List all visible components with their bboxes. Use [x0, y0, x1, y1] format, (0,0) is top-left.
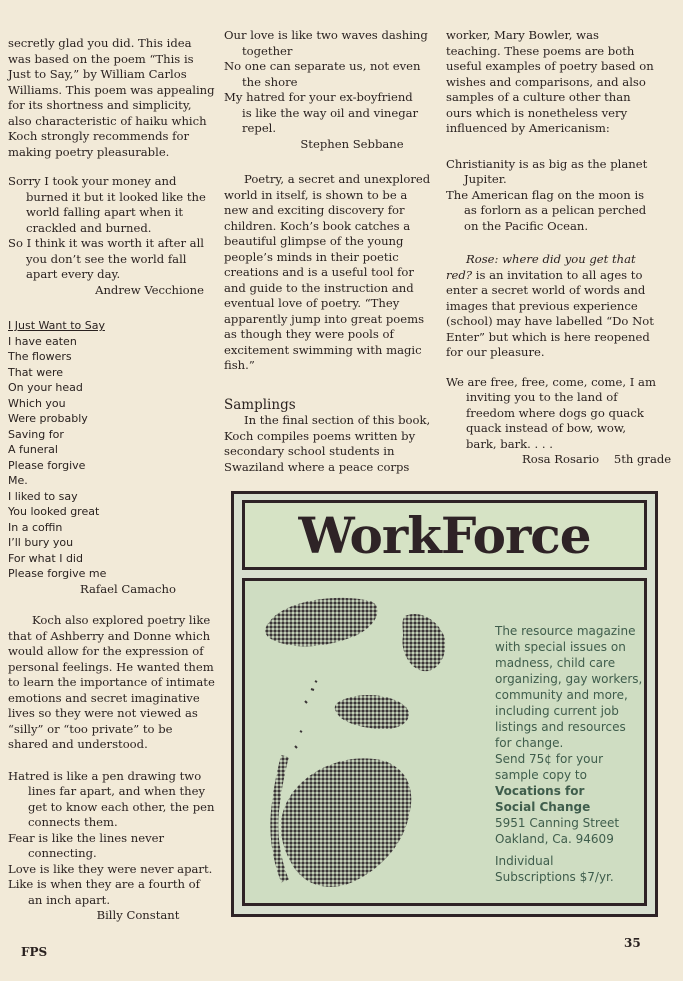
- text-line: Koch also explored poetry like: [32, 613, 211, 627]
- text-line: was based on the poem “This is: [8, 51, 194, 66]
- text-line: fish.”: [224, 358, 255, 372]
- text-line: ours which is nonetheless very: [446, 105, 628, 120]
- text-line: beautiful glimpse of the young: [224, 234, 404, 248]
- ad-org-line: Social Change: [495, 800, 591, 814]
- poem-line: We are free, free, come, come, I am: [446, 374, 656, 389]
- poem-title: I Just Want to Say: [8, 319, 105, 332]
- poem-line: on the Pacific Ocean.: [464, 218, 589, 233]
- ad-address-line: 5951 Canning Street: [495, 816, 620, 830]
- poem-our-love: [224, 28, 430, 152]
- text-line: lives so they were not viewed as: [8, 706, 198, 720]
- text-line: samples of a culture other than: [446, 90, 631, 104]
- poem-line: apart every day.: [26, 267, 121, 281]
- ad-line: with special issues on: [495, 640, 626, 654]
- poem-line: Were probably: [8, 412, 88, 425]
- text-line: emotions and secret imaginative: [8, 690, 200, 705]
- ad-line: The resource magazine: [495, 624, 636, 638]
- text-line: children. Koch’s book catches a: [224, 218, 411, 233]
- poem-line: burned it but it looked like the: [26, 189, 206, 204]
- text-line: secretly glad you did. This idea: [8, 36, 192, 50]
- poem-christianity: [446, 157, 668, 235]
- poem-line: Saving for: [8, 427, 64, 441]
- poem-grade: 5th grade: [613, 452, 672, 466]
- poem-line: quack instead of bow, wow,: [466, 421, 627, 435]
- poem-line: Sorry I took your money and: [8, 174, 177, 188]
- poem-line: That were: [8, 365, 64, 379]
- section-heading: Samplings: [224, 396, 296, 413]
- poem-line: My hatred for your ex-boyfriend: [224, 90, 413, 104]
- text-line: new and exciting discovery for: [224, 203, 405, 217]
- poem-line: No one can separate us, not even: [224, 59, 421, 73]
- halftone-face-image: [245, 581, 475, 906]
- ad-body: [242, 578, 647, 906]
- poem-hatred: [8, 769, 218, 924]
- poem-line: For what I did: [8, 551, 83, 565]
- text-line: Just to Say,” by William Carlos: [8, 67, 187, 81]
- page-number: 35: [624, 936, 641, 950]
- poem-line: Jupiter.: [464, 172, 507, 186]
- poem-line: I liked to say: [8, 489, 78, 503]
- poem-line: Our love is like two waves dashing: [224, 28, 428, 42]
- poem-line: Please forgive me: [8, 567, 107, 580]
- poem-author: Billy Constant: [96, 908, 180, 922]
- poem-line: bark, bark. . . .: [466, 436, 553, 451]
- poem-line: Love is like they were never apart.: [8, 861, 213, 876]
- poem-line: lines far apart, and when they: [28, 784, 206, 798]
- text-line: Koch strongly recommends for: [8, 129, 189, 143]
- rose-paragraph: [446, 252, 662, 361]
- text-line: world in itself, is shown to be a: [224, 187, 408, 202]
- text-line: as though they were pools of: [224, 327, 394, 341]
- text-line: influenced by Americanism:: [446, 121, 610, 135]
- prose-paragraph: [446, 28, 668, 137]
- text-line: In the final section of this book,: [244, 413, 431, 427]
- text-line: that of Ashberry and Donne which: [8, 628, 211, 643]
- poem-line: The flowers: [8, 350, 72, 363]
- poem-line: In a coffin: [8, 520, 63, 534]
- poem-author: Andrew Vecchione: [95, 282, 204, 297]
- book-title: Rose: where did you get that red?: [446, 252, 636, 282]
- poem-line: together: [242, 43, 293, 58]
- prose-paragraph: [224, 172, 430, 374]
- poem-line: is like the way oil and vinegar: [242, 105, 419, 120]
- workforce-ad: [231, 491, 658, 917]
- poem-line: as forlorn as a pelican perched: [464, 203, 647, 217]
- text-line: creations and is a useful tool for: [224, 265, 414, 279]
- poem-sorry: [8, 174, 218, 298]
- ad-line: community and more,: [495, 688, 628, 702]
- poem-line: an inch apart.: [28, 892, 111, 907]
- ad-subscription-line: Subscriptions $7/yr.: [495, 870, 614, 884]
- footer-publication: FPS: [21, 945, 48, 959]
- text-line: eventual love of poetry. “They: [224, 296, 400, 310]
- poem-author: Rosa Rosario: [522, 452, 600, 466]
- poem-line: Christianity is as big as the planet: [446, 156, 648, 171]
- ad-line: listings and resources: [495, 720, 626, 734]
- poem-line: you don’t see the world fall: [26, 251, 187, 266]
- ad-line: for change.: [495, 736, 564, 750]
- text-line: people’s minds in their poetic: [224, 249, 399, 264]
- poem-line: repel.: [242, 121, 277, 135]
- ad-title-box: [242, 500, 647, 570]
- poem-line: Please forgive: [8, 458, 86, 472]
- ad-address-line: Oakland, Ca. 94609: [495, 832, 614, 846]
- ad-line: including current job: [495, 704, 619, 718]
- text-line: shared and understood.: [8, 737, 148, 751]
- text-line: teaching. These poems are both: [446, 43, 635, 58]
- text-line: also characteristic of haiku which: [8, 113, 207, 128]
- ad-title: WorkForce: [298, 505, 591, 565]
- poem-line: crackled and burned.: [26, 220, 152, 235]
- text-line: worker, Mary Bowler, was: [446, 28, 599, 42]
- prose-paragraph: [8, 613, 218, 753]
- intro-paragraph: [8, 36, 218, 160]
- poem-line: Like is when they are a fourth of: [8, 877, 200, 891]
- poem-line: the shore: [242, 74, 298, 89]
- column-2: [224, 28, 430, 475]
- ad-line: Send 75¢ for your: [495, 752, 604, 766]
- poem-line: So I think it was worth it after all: [8, 236, 204, 250]
- poem-author: Rafael Camacho: [80, 581, 176, 596]
- poem-line: Fear is like the lines never: [8, 830, 165, 845]
- text-line: useful examples of poetry based on: [446, 59, 654, 73]
- samplings-paragraph: [224, 413, 430, 475]
- text-line: wishes and comparisons, and also: [446, 74, 646, 89]
- poem-line: On your head: [8, 381, 83, 394]
- poem-line: connecting.: [28, 846, 97, 860]
- poem-line: world falling apart when it: [26, 205, 184, 219]
- ad-line: madness, child care: [495, 656, 616, 670]
- text-line: Koch compiles poems written by: [224, 428, 416, 443]
- text-line: secondary school students in: [224, 444, 395, 458]
- poem-i-just-want-to-say: [8, 318, 218, 597]
- ad-line: sample copy to: [495, 768, 587, 782]
- text-body: is an invitation to all ages to enter a secret world of words and images that previous experience (school) may have labelled “Do Not Enter” but which is here reopened for our pleasure.: [446, 267, 654, 359]
- text-line: for its shortness and simplicity,: [8, 98, 192, 112]
- poem-author: Stephen Sebbane: [300, 136, 404, 151]
- text-line: would allow for the expression of: [8, 644, 204, 658]
- text-line: Poetry, a secret and unexplored: [244, 172, 431, 186]
- ad-subscription-line: Individual: [495, 854, 554, 868]
- text-line: to learn the importance of intimate: [8, 675, 215, 689]
- poem-line: connects them.: [28, 815, 118, 829]
- poem-line: get to know each other, the pen: [28, 799, 215, 814]
- text-line: Williams. This poem was appealing: [8, 82, 215, 97]
- poem-line: I have eaten: [8, 334, 77, 348]
- poem-line: Which you: [8, 396, 66, 410]
- text-line: personal feelings. He wanted them: [8, 659, 214, 674]
- ad-org-line: Vocations for: [495, 784, 585, 798]
- poem-line: Me.: [8, 474, 28, 487]
- poem-line: You looked great: [8, 505, 100, 518]
- ad-text: [495, 623, 645, 885]
- poem-line: The American flag on the moon is: [446, 187, 645, 202]
- text-line: making poetry pleasurable.: [8, 144, 170, 159]
- text-line: Swaziland where a peace corps: [224, 459, 410, 474]
- text-line: excitement swimming with magic: [224, 342, 422, 357]
- poem-line: I’ll bury you: [8, 536, 74, 549]
- column-1: [8, 36, 218, 924]
- poem-we-are-free: [446, 374, 672, 468]
- poem-line: freedom where dogs go quack: [466, 405, 644, 420]
- poem-line: A funeral: [8, 443, 58, 456]
- poem-line: Hatred is like a pen drawing two: [8, 768, 202, 783]
- text-line: apparently jump into great poems: [224, 311, 425, 326]
- ad-line: organizing, gay workers,: [495, 672, 643, 686]
- column-3: [446, 28, 672, 468]
- text-line: “silly” or “too private” to be: [8, 721, 173, 736]
- poem-line: inviting you to the land of: [466, 390, 618, 404]
- text-line: and guide to the instruction and: [224, 280, 414, 295]
